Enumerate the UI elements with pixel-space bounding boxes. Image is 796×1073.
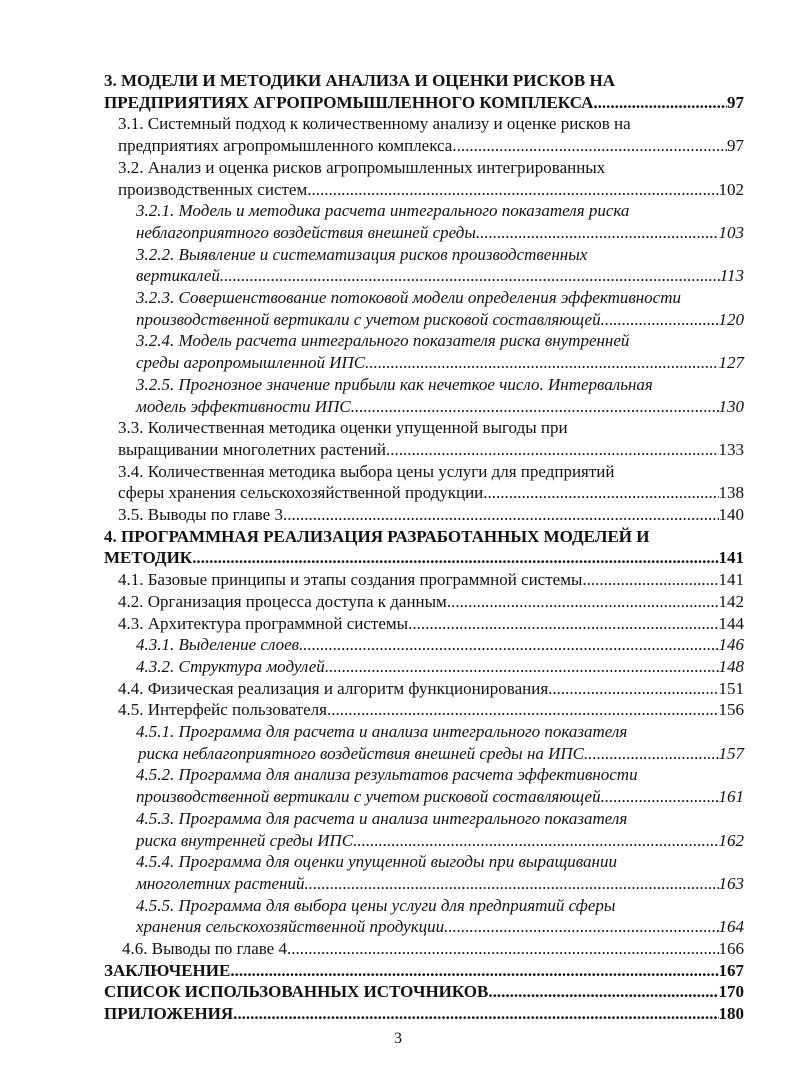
toc-page-number: 141 <box>718 570 744 589</box>
toc-page-number: 170 <box>718 982 744 1001</box>
toc-entry-title: риска внутренней среды ИПС <box>136 831 354 850</box>
toc-leader-dots <box>447 591 719 613</box>
toc-page-number: 161 <box>718 787 744 806</box>
toc-page-number: 164 <box>718 917 744 936</box>
toc-leader-dots <box>327 699 719 721</box>
toc-entry-title: ПРИЛОЖЕНИЯ <box>104 1004 234 1023</box>
toc-entry-s323b <box>104 309 744 331</box>
toc-leader-dots <box>601 309 719 331</box>
toc-page-number: 102 <box>718 180 744 199</box>
toc-entry-s44 <box>104 678 744 700</box>
toc-page-number: 97 <box>727 136 744 155</box>
toc-entry-s451b <box>104 743 744 765</box>
toc-leader-dots <box>233 1003 718 1025</box>
toc-entry-s34b <box>104 482 744 504</box>
toc-page-number: 133 <box>718 440 744 459</box>
toc-entry-title: ПРЕДПРИЯТИЯХ АГРОПРОМЫШЛЕННОГО КОМПЛЕКСА <box>104 93 594 112</box>
toc-leader-dots <box>452 135 727 157</box>
toc-page-number: 141 <box>718 548 744 567</box>
toc-entry-s32b <box>104 179 744 201</box>
toc-entry-s45 <box>104 699 744 721</box>
toc-leader-dots <box>192 547 718 569</box>
toc-leader-dots <box>365 352 718 374</box>
toc-entry-title: 4.6. Выводы по главе 4 <box>122 939 287 958</box>
toc-entry-title: среды агропромышленной ИПС <box>136 353 366 372</box>
toc-leader-dots <box>230 960 718 982</box>
toc-entry-title: многолетних растений <box>136 874 305 893</box>
toc-entry-app <box>104 1003 744 1025</box>
toc-entry-s42 <box>104 591 744 613</box>
toc-entry-s432 <box>104 656 744 678</box>
toc-entry-title: СПИСОК ИСПОЛЬЗОВАННЫХ ИСТОЧНИКОВ <box>104 982 489 1001</box>
toc-page-number: 130 <box>718 397 744 416</box>
toc-leader-dots <box>353 830 718 852</box>
toc-entry-s325a: 3.2.5. Прогнозное значение прибыли как нечеткое число. Интервальная <box>136 375 653 394</box>
toc-entry-ch4b <box>104 547 744 569</box>
toc-entry-ch4a: 4. ПРОГРАММНАЯ РЕАЛИЗАЦИЯ РАЗРАБОТАННЫХ МОДЕЛЕЙ И <box>104 527 650 546</box>
toc-entry-s32a: 3.2. Анализ и оценка рисков агропромышленных интегрированных <box>118 158 606 177</box>
toc-entry-title: производственной вертикали с учетом рисковой составляющей <box>136 310 601 329</box>
toc-entry-s325b <box>104 396 744 418</box>
toc-leader-dots <box>283 504 719 526</box>
toc-entry-s451a: 4.5.1. Программа для расчета и анализа интегрального показателя <box>136 722 628 741</box>
toc-page-number: 151 <box>718 679 744 698</box>
toc-entry-s41 <box>104 569 744 591</box>
toc-page-number: 167 <box>718 961 744 980</box>
toc-leader-dots <box>476 222 719 244</box>
toc-entry-title: предприятиях агропромышленного комплекса <box>118 136 453 155</box>
toc-entry-s35 <box>104 504 744 526</box>
toc-entry-s33a: 3.3. Количественная методика оценки упущенной выгоды при <box>118 418 568 437</box>
toc-leader-dots <box>488 981 718 1003</box>
toc-entry-title: 4.1. Базовые принципы и этапы создания программной системы <box>118 570 583 589</box>
toc-entry-title: производственной вертикали с учетом рисковой составляющей <box>136 787 601 806</box>
toc-entry-title: хранения сельскохозяйственной продукции <box>136 917 445 936</box>
page-number: 3 <box>394 1030 402 1047</box>
toc-page-number: 127 <box>718 353 744 372</box>
toc-page-number: 180 <box>718 1004 744 1023</box>
toc-page-number: 97 <box>727 93 744 112</box>
toc-leader-dots <box>444 916 718 938</box>
toc-leader-dots <box>601 786 719 808</box>
toc-entry-title: вертикалей <box>136 266 220 285</box>
toc-entry-s43 <box>104 613 744 635</box>
toc-entry-s324b <box>104 352 744 374</box>
toc-entry-s452a: 4.5.2. Программа для анализа результатов расчета эффективности <box>136 765 638 784</box>
toc-entry-s455a: 4.5.5. Программа для выбора цены услуги для предприятий сферы <box>136 896 616 915</box>
toc-entry-s321a: 3.2.1. Модель и методика расчета интегрального показателя риска <box>136 201 630 220</box>
toc-leader-dots <box>582 569 718 591</box>
toc-entry-s324a: 3.2.4. Модель расчета интегрального показателя риска внутренней <box>136 331 630 350</box>
toc-entry-title: ЗАКЛЮЧЕНИЕ <box>104 961 231 980</box>
toc-entry-s31a: 3.1. Системный подход к количественному анализу и оценке рисков на <box>118 114 631 133</box>
toc-entry-title: производственных систем <box>118 180 308 199</box>
toc-entry-s34a: 3.4. Количественная методика выбора цены услуги для предприятий <box>118 462 615 481</box>
toc-page-number: 103 <box>718 223 744 242</box>
toc-page-number: 163 <box>718 874 744 893</box>
toc-entry-s452b <box>104 786 744 808</box>
toc-page-number: 146 <box>718 635 744 654</box>
toc-page-number: 140 <box>718 505 744 524</box>
toc-entry-title: МЕТОДИК <box>104 548 193 567</box>
toc-entry-ch3a: 3. МОДЕЛИ И МЕТОДИКИ АНАЛИЗА И ОЦЕНКИ РИСКОВ НА <box>104 71 615 90</box>
toc-entry-title: 4.5. Интерфейс пользователя <box>118 700 327 719</box>
toc-leader-dots <box>483 482 718 504</box>
toc-leader-dots <box>287 938 719 960</box>
toc-entry-s454b <box>104 873 744 895</box>
toc-page-number: 162 <box>718 831 744 850</box>
toc-page-number: 166 <box>718 939 744 958</box>
toc-entry-s322a: 3.2.2. Выявление и систематизация рисков производственных <box>136 245 588 264</box>
toc-page-number: 156 <box>718 700 744 719</box>
toc-entry-title: риска неблагоприятного воздействия внешней среды на ИПС <box>138 744 585 763</box>
toc-entry-title: 4.4. Физическая реализация и алгоритм функционирования <box>118 679 549 698</box>
toc-page-number: 144 <box>718 614 744 633</box>
toc-entry-title: 4.3.1. Выделение слоев <box>136 635 300 654</box>
toc-entry-title: 4.3. Архитектура программной системы <box>118 614 409 633</box>
toc-leader-dots <box>299 634 718 656</box>
toc-entry-title: неблагоприятного воздействия внешней среды <box>136 223 476 242</box>
toc-entry-title: сферы хранения сельскохозяйственной продукции <box>118 483 484 502</box>
toc-entry-s453b <box>104 830 744 852</box>
toc-page-number: 142 <box>718 592 744 611</box>
toc-page-number: 157 <box>718 744 744 763</box>
toc-leader-dots <box>351 396 719 418</box>
toc-entry-s46 <box>104 938 744 960</box>
toc-entry-s31b <box>104 135 744 157</box>
toc-entry-s323a: 3.2.3. Совершенствование потоковой модели определения эффективности <box>136 288 681 307</box>
toc-leader-dots <box>307 179 718 201</box>
toc-entry-ch3b <box>104 92 744 114</box>
toc-entry-title: 3.5. Выводы по главе 3 <box>118 505 283 524</box>
toc-entry-s453a: 4.5.3. Программа для расчета и анализа интегрального показателя <box>136 809 628 828</box>
toc-entry-concl <box>104 960 744 982</box>
toc-entry-refs <box>104 981 744 1003</box>
toc-leader-dots <box>584 743 718 765</box>
toc-entry-s321b <box>104 222 744 244</box>
toc-page-number: 148 <box>718 657 744 676</box>
toc-page-number: 120 <box>718 310 744 329</box>
toc-entry-title: выращивании многолетних растений <box>118 440 387 459</box>
toc-leader-dots <box>304 873 718 895</box>
toc-leader-dots <box>325 656 719 678</box>
toc-entry-title: 4.3.2. Структура модулей <box>136 657 325 676</box>
toc-leader-dots <box>386 439 718 461</box>
toc-leader-dots <box>220 265 720 287</box>
toc-leader-dots <box>548 678 718 700</box>
toc-entry-s431 <box>104 634 744 656</box>
toc-entry-title: 4.2. Организация процесса доступа к данным <box>118 592 447 611</box>
toc-entry-title: модель эффективности ИПС <box>136 397 351 416</box>
toc-page-number: 113 <box>719 266 744 285</box>
toc-entry-s454a: 4.5.4. Программа для оценки упущенной выгоды при выращивании <box>136 852 617 871</box>
toc-page-number: 138 <box>718 483 744 502</box>
toc-leader-dots <box>593 92 727 114</box>
toc-entry-s455b <box>104 916 744 938</box>
toc-entry-s33b <box>104 439 744 461</box>
toc-entry-s322b <box>104 265 744 287</box>
toc-leader-dots <box>408 613 718 635</box>
